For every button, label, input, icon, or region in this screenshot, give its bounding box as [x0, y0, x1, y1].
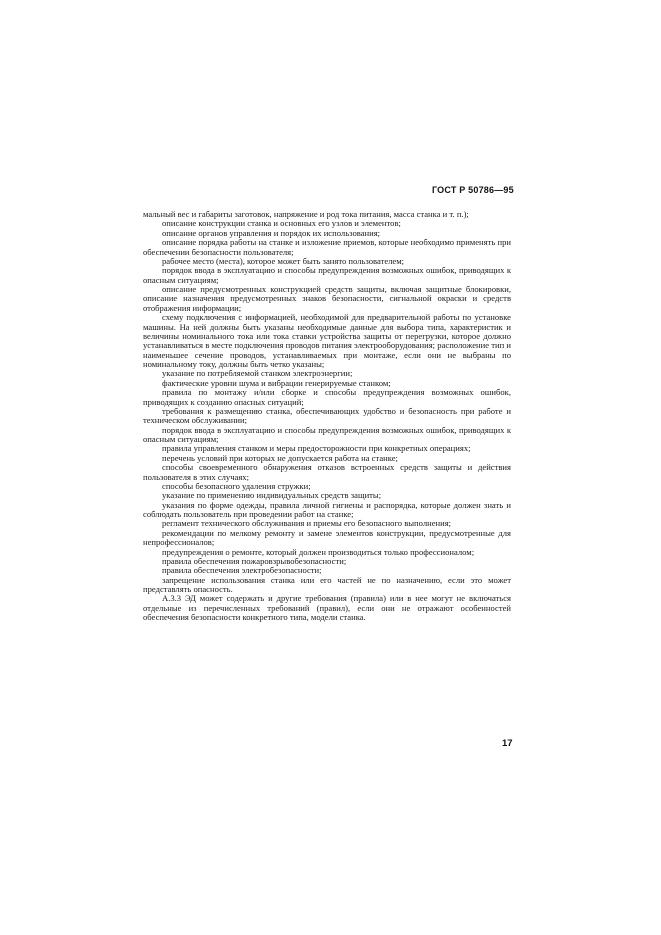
list-item: указание по применению индивидуальных средств защиты; [162, 490, 382, 501]
list-item: указание по потребляемой станком электроэнергии; [162, 368, 353, 379]
list-item: описание предусмотренных конструкцией средств защиты, включая защитные блокировки, описание назначения предусмотренных знаков безопасности, сигнальной окраски и средств отображения информации; [143, 284, 511, 313]
list-item: порядок ввода в эксплуатацию и способы предупреждения возможных ошибок, приводящих к опасным ситуациям; [143, 424, 511, 444]
list-item: указания по форме одежды, правила личной гигиены и распорядка, которые должен знать и соблюдать пользователь при проведении работ на станке; [143, 499, 511, 519]
list-item: правила по монтажу и/или сборке и способы предупреждения возможных ошибок, приводящих к созданию опасных ситуаций; [143, 387, 511, 407]
page-number: 17 [502, 738, 513, 749]
list-item: описание конструкции станка и основных его узлов и элементов; [162, 218, 401, 229]
list-item: способы своевременного обнаружения отказов встроенных средств защиты и действия пользователя в этих случаях; [143, 462, 511, 482]
list-item: правила управления станком и меры предосторожности при конкретных операциях; [162, 443, 471, 454]
list-item: описание органов управления и порядок их использования; [162, 227, 381, 238]
list-item: описание порядка работы на станке и изложение приемов, которые необходимо применять при обеспечении безопасности пользователя; [143, 237, 511, 257]
list-item: рабочее место (места), которое может быть занято пользователем; [162, 255, 405, 266]
list-item: порядок ввода в эксплуатацию и способы предупреждения возможных ошибок, приводящих к опасным ситуациям; [143, 265, 511, 285]
list-item: рекомендации по мелкому ремонту и замене элементов конструкции, предусмотренные для непрофессионалов; [143, 527, 511, 548]
paragraph-continuation: мальный вес и габариты заготовок, напряжение и род тока питания, масса станка и т. п.); [143, 209, 469, 219]
list-item: регламент технического обслуживания и приемы его безопасного выполнения; [162, 518, 452, 529]
list-item: схему подключения с информацией, необходимой для предварительной работы по установке машины. На ней должны быть указаны необходимые данные для выбора типа, характеристик и величины номинального тока или тока ставки устройства защиты от перегрузки, которое должно устанавливаться в месте подключения проводов питания электрооборудования; расположение тип и наименьшее сечение проводов, устанавливаемых при монтаже, если они не выбраны по номинальному току, должны быть четко указаны; [143, 312, 511, 369]
body-text [143, 210, 511, 623]
list-item: способы безопасного удаления стружки; [162, 480, 311, 491]
list-item: правила обеспечения электробезопасности; [162, 565, 322, 576]
list-item: перечень условий при которых не допускается работа на станке; [162, 452, 398, 463]
list-item: требования к размещению станка, обеспечивающих удобство и безопасность при работе и техническом обслуживании; [143, 405, 511, 426]
clause-a-3-3: А.3.3 ЭД может содержать и другие требования (правила) или в нее могут не включаться отдельные из перечисленных требований (правил), если они не отражают особенностей обеспечения безопасности конкретного типа, модели станка. [143, 593, 511, 623]
list-item: запрещение использования станка или его частей не по назначению, если это может представлять опасность. [143, 574, 511, 594]
list-item: предупреждения о ремонте, который должен производиться только профессионалом; [162, 546, 475, 557]
standard-header: ГОСТ Р 50786—95 [432, 185, 514, 195]
list-item: правила обеспечения пожаровзрывобезопасности; [162, 555, 347, 566]
list-item: фактические уровни шума и вибрации генерируемые станком; [162, 377, 391, 388]
